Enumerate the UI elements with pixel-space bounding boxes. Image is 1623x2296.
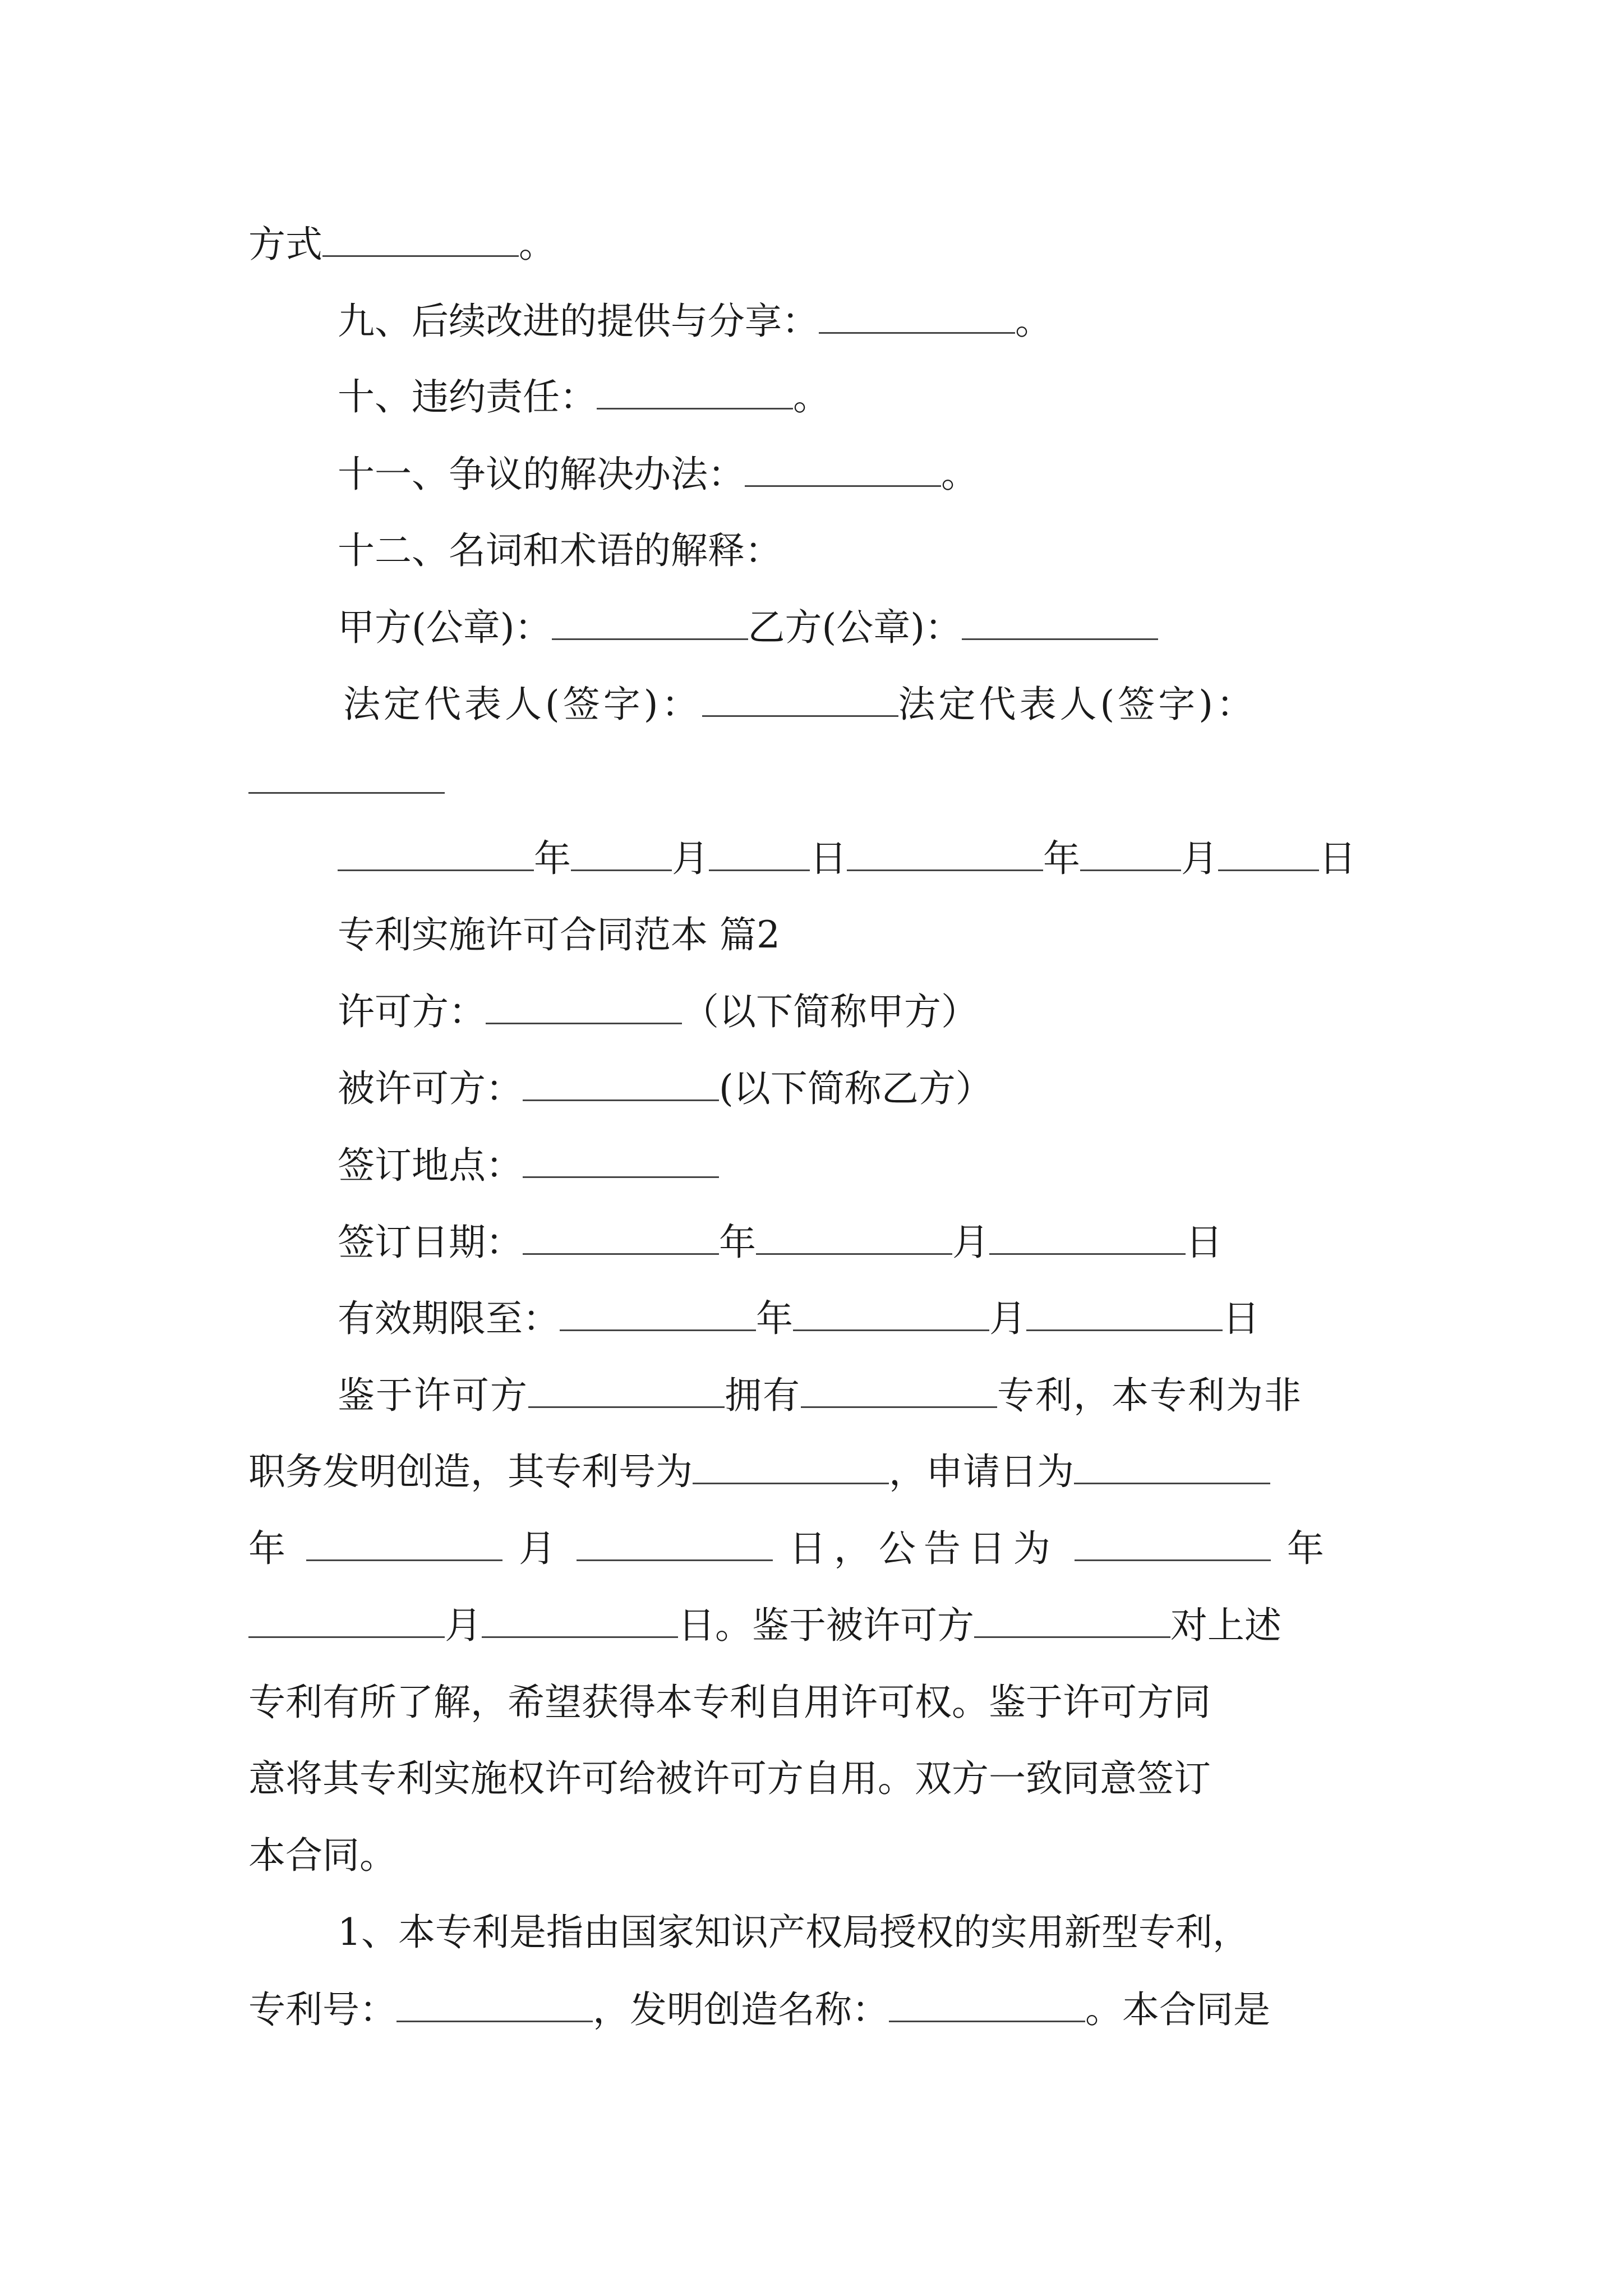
fill-blank[interactable] (801, 1373, 997, 1408)
fill-blank[interactable] (709, 836, 810, 871)
fill-blank[interactable] (756, 1220, 952, 1255)
fill-blank[interactable] (552, 605, 748, 640)
fill-blank[interactable] (523, 1066, 719, 1101)
fill-blank[interactable] (486, 989, 682, 1024)
representative-line: 法定代表人(签字)： 法定代表人(签字)： (343, 683, 1257, 726)
fill-blank[interactable] (889, 1987, 1085, 2022)
fill-blank[interactable] (1080, 836, 1181, 871)
fill-blank[interactable] (528, 1373, 725, 1408)
fill-blank[interactable] (1218, 836, 1319, 871)
fill-blank[interactable] (989, 1220, 1186, 1255)
fill-blank[interactable] (793, 1296, 989, 1331)
fill-blank[interactable] (571, 836, 672, 871)
fill-blank[interactable] (482, 1603, 678, 1638)
fill-blank[interactable] (597, 374, 793, 409)
section-title: 专利实施许可合同范本 篇2 (338, 913, 780, 956)
fill-blank[interactable] (1026, 1296, 1223, 1331)
fill-blank[interactable] (693, 1449, 889, 1484)
preamble-line-7: 本合同。 (248, 1834, 396, 1877)
article-1-line-2: 专利号： ，发明创造名称： 。本合同是 (248, 1988, 1270, 2031)
fill-blank[interactable] (1074, 1449, 1270, 1484)
fill-blank[interactable] (248, 1603, 445, 1638)
clause-12: 十二、名词和术语的解释： (338, 529, 782, 572)
clause-10: 十、违约责任： 。 (338, 375, 830, 418)
text-line: 方式 。 (248, 223, 556, 266)
text-line (248, 758, 445, 803)
preamble-line-2: 职务发明创造，其专利号为 ，申请日为 (248, 1449, 1270, 1494)
fill-blank[interactable] (338, 836, 534, 871)
fill-blank[interactable] (248, 758, 445, 794)
fill-blank[interactable] (560, 1296, 756, 1331)
fill-blank[interactable] (962, 605, 1158, 640)
clause-11: 十一、争议的解决办法： 。 (338, 453, 978, 496)
fill-blank[interactable] (974, 1603, 1170, 1638)
signing-place-line: 签订地点： (338, 1143, 719, 1188)
clause-9: 九、后续改进的提供与分享： 。 (338, 300, 1052, 343)
fill-blank[interactable] (702, 682, 898, 717)
article-1-line-1: 1、本专利是指由国家知识产权局授权的实用新型专利， (338, 1911, 1249, 1954)
preamble-line-6: 意将其专利实施权许可给被许可方自用。双方一致同意签订 (248, 1757, 1211, 1800)
preamble-line-3: 年 月 日，公告日为 年 (248, 1527, 1329, 1570)
signing-date-line: 签订日期： 年 月 日 (338, 1221, 1223, 1264)
fill-blank[interactable] (745, 452, 941, 487)
licensor-line: 许可方： （以下简称甲方） (338, 990, 978, 1033)
fill-blank[interactable] (523, 1143, 719, 1178)
fill-blank[interactable] (396, 1987, 593, 2022)
preamble-line-1: 鉴于许可方 拥有 专利，本专利为非 (338, 1374, 1302, 1417)
fill-blank[interactable] (523, 1220, 719, 1255)
fill-blank[interactable] (306, 1526, 502, 1561)
date-line: 年 月 日 年 月 日 (338, 836, 1356, 881)
validity-line: 有效期限至： 年 月 日 (338, 1297, 1260, 1340)
fill-blank[interactable] (1075, 1526, 1271, 1561)
seal-line: 甲方(公章)： 乙方(公章)： (338, 605, 1158, 650)
fill-blank[interactable] (577, 1526, 773, 1561)
fill-blank[interactable] (847, 836, 1043, 871)
fill-blank[interactable] (322, 222, 519, 257)
fill-blank[interactable] (819, 298, 1015, 334)
preamble-line-5: 专利有所了解，希望获得本专利自用许可权。鉴于许可方同 (248, 1681, 1211, 1724)
licensee-line: 被许可方： (以下简称乙方） (338, 1067, 993, 1110)
preamble-line-4: 月 日。鉴于被许可方 对上述 (248, 1603, 1281, 1648)
